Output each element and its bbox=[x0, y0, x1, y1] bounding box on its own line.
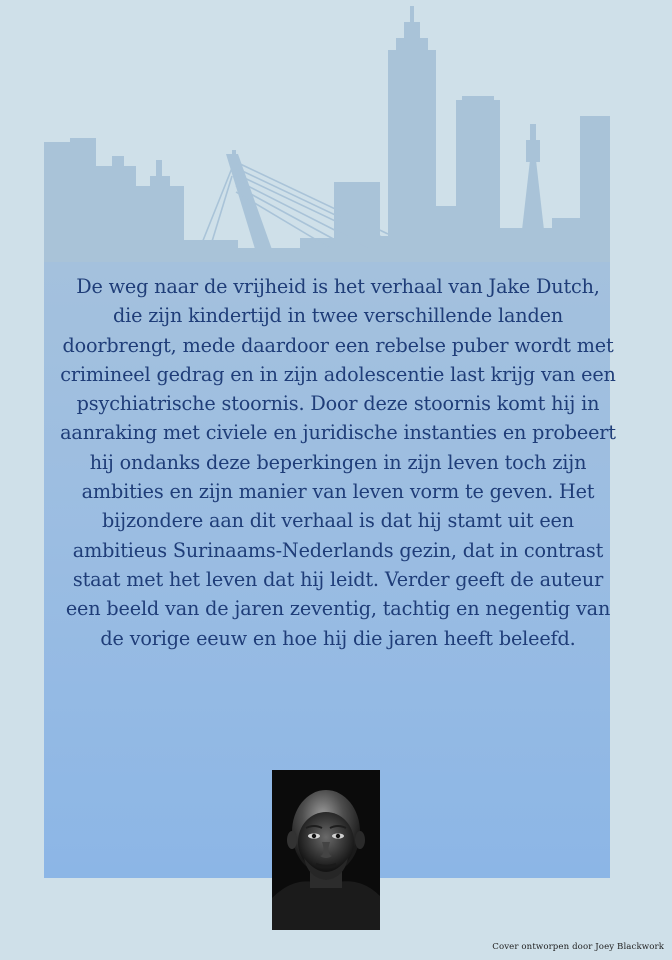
city-skyline-illustration bbox=[0, 0, 672, 280]
author-photo bbox=[272, 770, 380, 930]
author-portrait-image bbox=[272, 770, 380, 930]
cover-design-credit: Cover ontworpen door Joey Blackwork bbox=[492, 942, 664, 952]
back-cover-blurb: De weg naar de vrijheid is het verhaal van Jake Dutch, die zijn kindertijd in twee verschillende landen doorbrengt, mede daardoor een rebelse puber wordt met crimineel gedrag en in zijn adolescentie last krijg van een psychiatrische stoornis. Door deze stoornis komt hij in aanraking met civiele en juridische instanties en probeert hij ondanks deze beperkingen in zijn leven toch zijn ambities en zijn manier van leven vorm te geven. Het bijzondere aan dit verhaal is dat hij stamt uit een ambitieus Surinaams-Nederlands gezin, dat in contrast staat met het leven dat hij leidt. Verder geeft de auteur een beeld van de jaren zeventig, tachtig en negentig van de vorige eeuw en hoe hij die jaren heeft beleefd. bbox=[60, 275, 616, 650]
